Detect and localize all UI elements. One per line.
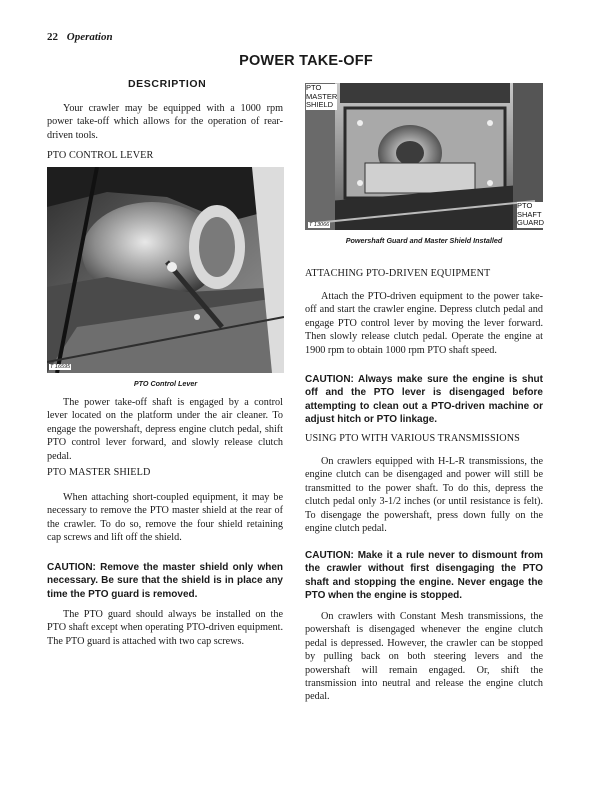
hlr-text: On crawlers equipped with H-L-R transmissions, the engine clutch can be disengaged and power will still be transmitted to the power shaft. To do this, depress the clutch pedal only 3-1/2 inches (or until resistance is felt). To disengage the powershaft, press down fully on the engine clutch pedal. (305, 456, 543, 535)
powershaft-guard-photo (305, 83, 543, 230)
photo1-caption: PTO Control Lever (133, 379, 198, 388)
page-header (47, 31, 113, 43)
using-pto-heading: USING PTO WITH VARIOUS TRANSMISSIONS (305, 433, 520, 444)
photo1-id: T 16595 (50, 364, 71, 370)
label-pto-master-shield: PTO MASTER SHIELD (306, 83, 338, 109)
photo2-id: T 13066 (309, 222, 330, 228)
master-shield-paragraph (47, 491, 283, 545)
caution-shut-off-engine: CAUTION: Always make sure the engine is shut off and the PTO lever is disengaged before attempting to clean out a PTO-driven machine or adjust hitch or PTO linkage. (305, 374, 543, 426)
label-pto-shaft-guard: PTO SHAFT GUARD (517, 201, 545, 227)
description-text: Your crawler may be equipped with a 1000 rpm power take-off which allows for the operation of rear-driven tools. (47, 103, 283, 141)
caution-master-shield: CAUTION: Remove the master shield only when necessary. Be sure that the shield is in place any time the PTO guard is removed. (47, 562, 283, 600)
attaching-text: Attach the PTO-driven equipment to the power take-off and start the crawler engine. Depress clutch pedal and engage PTO control lever by moving the lever forward. Then slowly release clutch pedal. Operate the engine at 1900 rpm to obtain 1000 rpm PTO shaft speed. (305, 291, 543, 356)
control-lever-text: The power take-off shaft is engaged by a control lever located on the platform under the air cleaner. To engage the powershaft, depress engine clutch pedal, shift PTO control lever forward, and slowly release clutch pedal. (47, 397, 283, 462)
section-name: Operation (66, 31, 113, 43)
control-lever-paragraph (47, 396, 283, 463)
constant-mesh-text: On crawlers with Constant Mesh transmissions, the powershaft is disengaged whenever the engine clutch pedal is depressed. However, the crawler can be stopped by pulling back on both steering levers and the powershaft will remain engaged. Or, shift the transmission into neutral and release the engine clutch pedal. (305, 611, 543, 703)
caution-dismount: CAUTION: Make it a rule never to dismount from the crawler without first disengaging the PTO shaft and stopping the engine. Never engage the PTO when the engine is stopped. (305, 550, 543, 602)
control-lever-heading: PTO CONTROL LEVER (47, 150, 154, 161)
hlr-paragraph (305, 455, 543, 535)
master-shield-heading: PTO MASTER SHIELD (47, 467, 151, 478)
description-heading: DESCRIPTION (128, 78, 207, 90)
page-number: 22 (47, 31, 58, 43)
attaching-heading: ATTACHING PTO-DRIVEN EQUIPMENT (305, 268, 491, 279)
guard-paragraph (47, 608, 283, 648)
pto-control-lever-photo (47, 167, 284, 373)
guard-text: The PTO guard should always be installed on the PTO shaft except when operating PTO-driven equipment. The PTO guard is attached with two cap screws. (47, 609, 283, 647)
attaching-paragraph (305, 290, 543, 357)
page-title: POWER TAKE-OFF (239, 53, 373, 69)
description-paragraph (47, 102, 283, 142)
constant-mesh-paragraph (305, 610, 543, 704)
master-shield-text: When attaching short-coupled equipment, it may be necessary to remove the PTO master shield at the rear of the crawler. To do so, remove the four shield retaining cap screws and lift off the shield. (47, 492, 283, 544)
photo2-caption: Powershaft Guard and Master Shield Installed (345, 236, 503, 245)
